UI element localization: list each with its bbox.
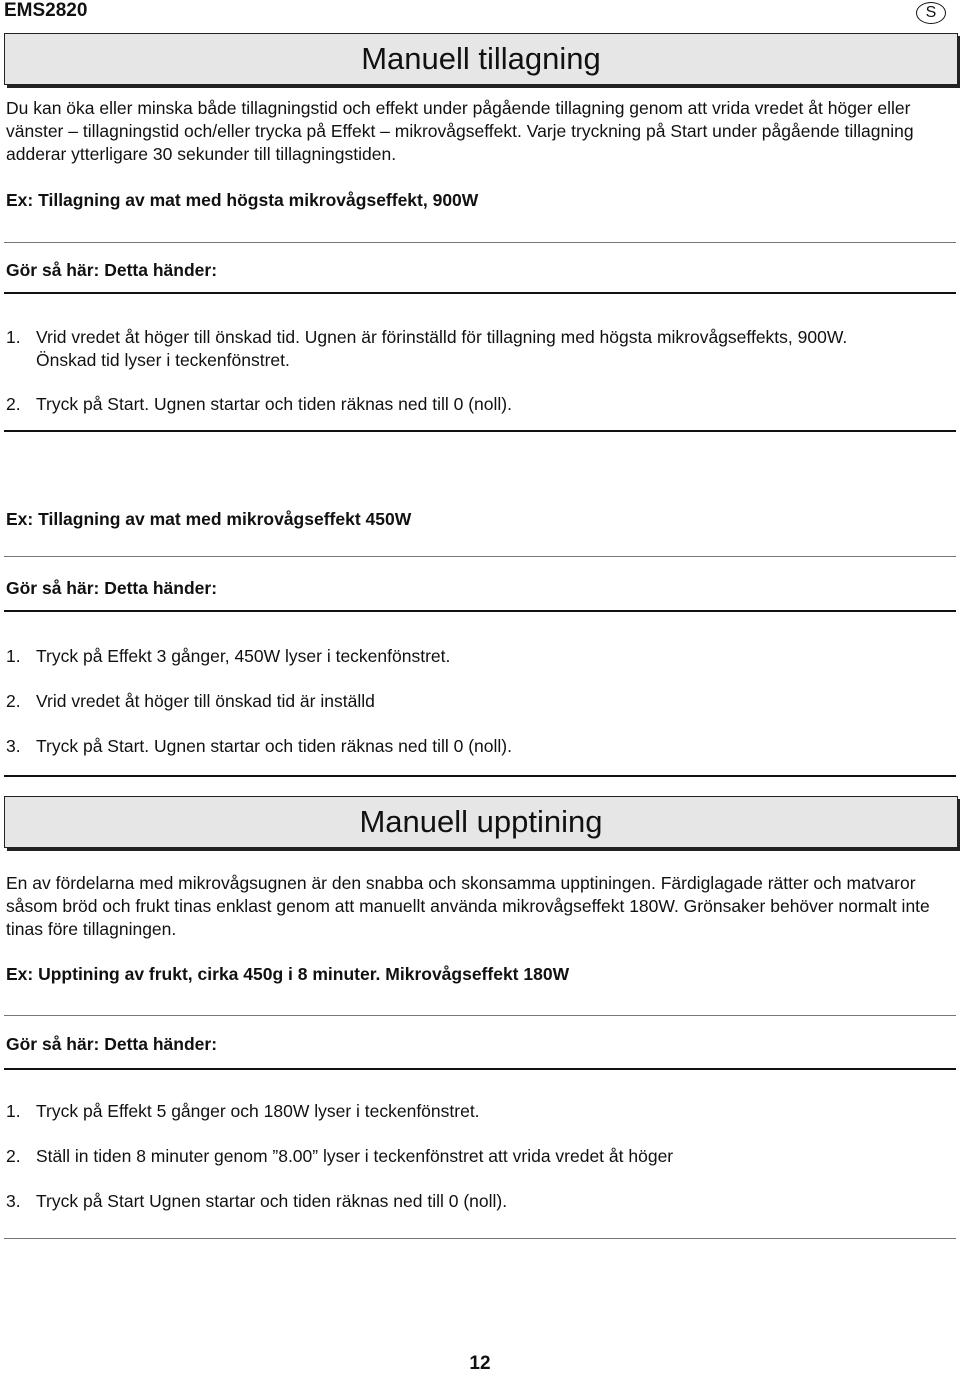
example-heading: Ex: Tillagning av mat med mikrovågseffekt 450W — [6, 509, 412, 529]
step-item — [6, 690, 954, 713]
step-number: 2. — [6, 394, 21, 414]
section-banner-manual-cooking — [4, 33, 958, 85]
step-number: 3. — [6, 736, 21, 756]
step-item — [6, 1100, 954, 1123]
step-number: 2. — [6, 691, 21, 711]
section-banner-manual-defrost — [4, 796, 958, 848]
step-item — [6, 393, 954, 416]
model-number: EMS2820 — [4, 0, 88, 21]
step-number: 3. — [6, 1191, 21, 1211]
intro-paragraph: Du kan öka eller minska både tillagningstid och effekt under pågående tillagning genom att vrida vredet åt höger eller vänster – tillagningstid och/eller trycka på Effekt – mikrovågseffekt. Varje tryckning på Start under pågående tillagning adderar ytterligare 30 sekunder till tillagningstiden. — [6, 98, 914, 164]
column-headers: Gör så här: Detta händer: — [6, 260, 218, 280]
language-badge: S — [916, 2, 946, 24]
step-number: 1. — [6, 646, 21, 666]
step-text: Tryck på Effekt 5 gånger och 180W lyser i teckenfönstret. — [36, 1101, 480, 1121]
step-item — [6, 326, 954, 372]
divider — [4, 1068, 956, 1070]
divider — [4, 610, 956, 612]
divider — [4, 430, 956, 432]
step-item — [6, 1145, 954, 1168]
example-heading: Ex: Upptining av frukt, cirka 450g i 8 minuter. Mikrovågseffekt 180W — [6, 964, 570, 984]
section-title: Manuell upptining — [359, 804, 603, 839]
step-text: Önskad tid lyser i teckenfönstret. — [36, 350, 290, 370]
step-item — [6, 735, 954, 758]
step-text: Tryck på Start. Ugnen startar och tiden räknas ned till 0 (noll). — [36, 736, 512, 756]
step-number: 1. — [6, 327, 21, 347]
step-text: Vrid vredet åt höger till önskad tid är inställd — [36, 691, 375, 711]
divider — [4, 775, 956, 777]
step-item — [6, 645, 954, 668]
column-headers: Gör så här: Detta händer: — [6, 1034, 218, 1054]
step-number: 2. — [6, 1146, 21, 1166]
divider — [4, 292, 956, 294]
divider — [4, 1238, 956, 1239]
step-item — [6, 1190, 954, 1213]
step-text: Tryck på Start Ugnen startar och tiden räknas ned till 0 (noll). — [36, 1191, 508, 1211]
step-number: 1. — [6, 1101, 21, 1121]
step-text: Tryck på Start. Ugnen startar och tiden räknas ned till 0 (noll). — [36, 394, 512, 414]
column-headers: Gör så här: Detta händer: — [6, 578, 218, 598]
step-text: Ställ in tiden 8 minuter genom ”8.00” lyser i teckenfönstret att vrida vredet åt höger — [36, 1146, 674, 1166]
page-number: 12 — [469, 1353, 491, 1374]
step-text: Vrid vredet åt höger till önskad tid. Ugnen är förinställd för tillagning med högsta mikrovågseffekts, 900W. — [36, 327, 848, 347]
divider — [4, 1015, 956, 1016]
divider — [4, 556, 956, 557]
example-heading: Ex: Tillagning av mat med högsta mikrovågseffekt, 900W — [6, 190, 479, 210]
step-text: Tryck på Effekt 3 gånger, 450W lyser i teckenfönstret. — [36, 646, 451, 666]
intro-paragraph: En av fördelarna med mikrovågsugnen är den snabba och skonsamma upptiningen. Färdiglagade rätter och matvaror såsom bröd och frukt tinas enklast genom att manuellt använda mikrovågseffekt 180W. Grönsaker behöver normalt inte tinas före tillagningen. — [6, 873, 930, 939]
section-title: Manuell tillagning — [361, 41, 601, 76]
divider — [4, 242, 956, 243]
